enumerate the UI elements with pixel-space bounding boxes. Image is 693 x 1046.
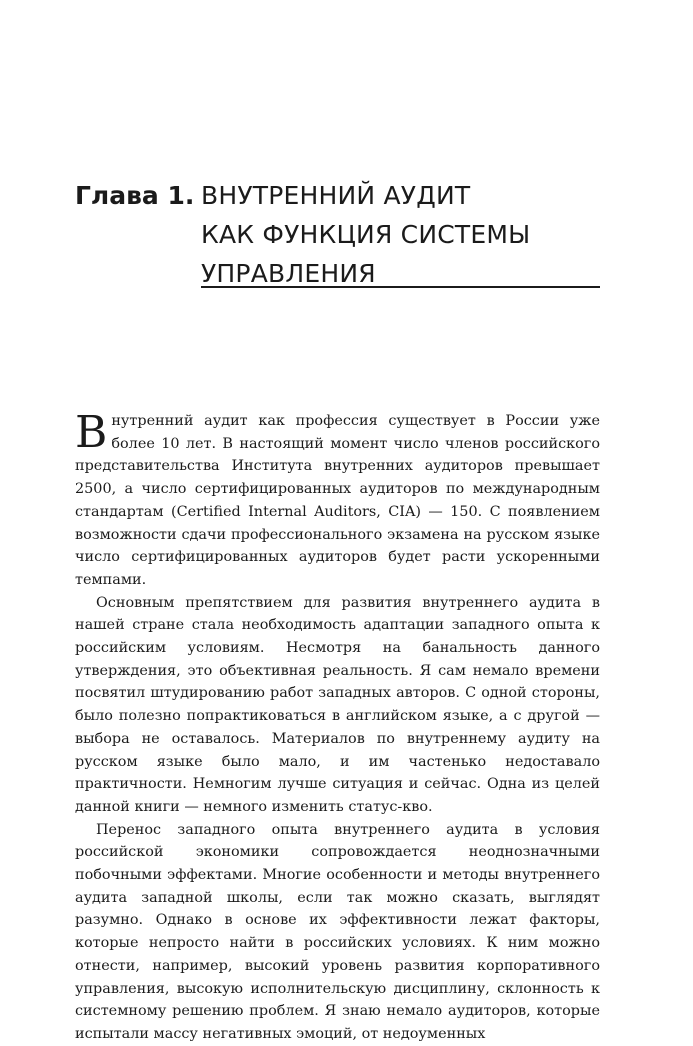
paragraph-text: нутренний аудит как профессия существует в России уже более 10 лет. В настоящий момент число членов российского представительства Института внутренних аудиторов превышает 2500, а число сертифицированных аудиторов по международным стандартам (Certified Internal Auditors, CIA) — 150. С появлением возможности сдачи профессионального экзамена на русском языке число сертифицированных аудиторов будет расти ускоренными темпами. <box>75 413 600 588</box>
drop-cap: В <box>75 407 108 458</box>
chapter-title-line: ВНУТРЕННИЙ АУДИТ <box>201 181 471 210</box>
body-text <box>75 407 600 1046</box>
chapter-title-line: КАК ФУНКЦИЯ СИСТЕМЫ <box>201 220 531 249</box>
chapter-number: Глава 1. <box>75 181 195 210</box>
paragraph <box>75 407 600 592</box>
paragraph: Перенос западного опыта внутреннего аудита в условия российской экономики сопровождается неоднозначными побочными эффектами. Многие особенности и методы внутреннего аудита западной школы, если так можно сказать, выглядят разумно. Однако в основе их эффективности лежат факторы, которые непросто найти в российских условиях. К ним можно отнести, например, высокий уровень развития корпоративного управления, высокую исполнительскую дисциплину, склонность к системному решению проблем. Я знаю немало аудиторов, которые испытали массу негативных эмоций, от недоуменных <box>75 821 600 1042</box>
chapter-title <box>201 176 530 293</box>
paragraph: Основным препятствием для развития внутреннего аудита в нашей стране стала необходимость адаптации западного опыта к российским условиям. Несмотря на банальность данного утверждения, это объективная реальность. Я сам немало времени посвятил штудированию работ западных авторов. С одной стороны, было полезно попрактиковаться в английском языке, а с другой — выбора не оставалось. Материалов по внутреннему аудиту на русском языке было мало, и им частенько недоставало практичности. Немногим лучше ситуация и сейчас. Одна из целей данной книги — немного изменить статус-кво. <box>75 594 600 815</box>
chapter-underline-rule <box>201 286 600 288</box>
chapter-title-line: УПРАВЛЕНИЯ <box>201 259 376 288</box>
